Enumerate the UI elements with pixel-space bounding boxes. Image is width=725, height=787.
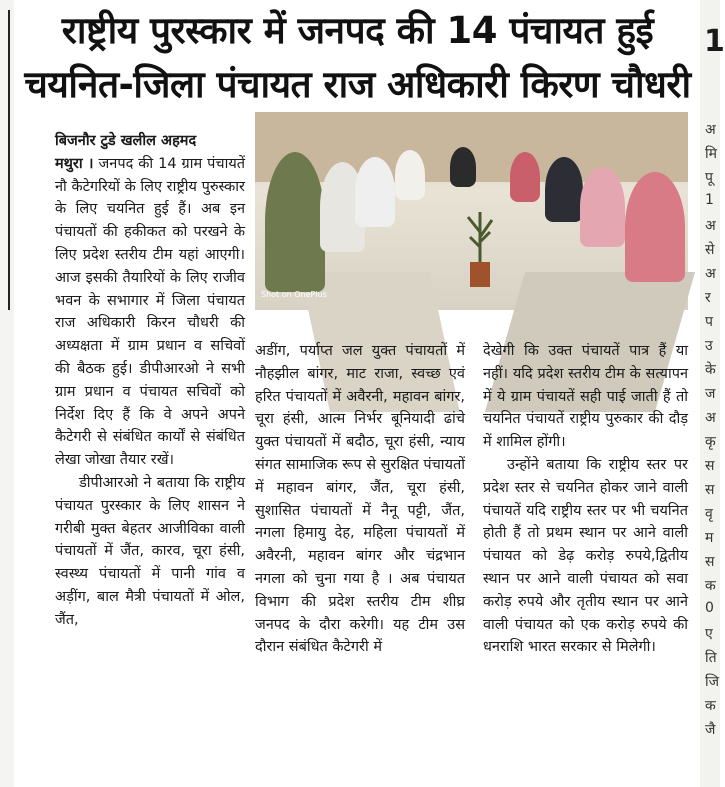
adjacent-text-fragment: स (705, 458, 715, 474)
article-paragraph: जनपद की 14 ग्राम पंचायतें नौ कैटेगरियों के लिए राष्ट्रीय पुरुस्कार के लिए चयनित हुई हैं। अब इन पंचायतों की हकीकत को परखने के लिए प्रदेश स्तरीय टीम यहां आएगी। आज इसकी तैयारियों के लिए राजीव भवन के सभागार में जिला पंचायत राज अधिकारी किरन चौधरी की अध्यक्षता में ग्राम प्रधान व सचिवों की बैठक हुई। डीपीआरओ ने सभी ग्राम प्रधान व पंचायत सचिवों को निर्देश दिए हैं कि वे अपने अपने कैटेगरी से संबंधित कार्यों से संबंधित लेखा जोखा तैयार रखें। (55, 155, 246, 469)
adjacent-text-fragment: जै (705, 722, 716, 738)
adjacent-text-fragment: अ (705, 410, 716, 426)
adjacent-text-fragment: 0 (705, 600, 714, 616)
adjacent-text-fragment: म (705, 530, 714, 546)
photo-person (545, 157, 583, 222)
adjacent-text-fragment: र (705, 290, 711, 306)
photo-person (580, 167, 625, 247)
article-paragraph: देखेगी कि उक्त पंचायतें पात्र हैं या नहीं। यदि प्रदेश स्तरीय टीम के सत्यापन में ये ग्राम पंचायतें सही पाई जाती हैं तो चयनित पंचायतें राष्ट्रीय पुरुकार की दौड़ में शामिल होंगी। (483, 343, 688, 451)
adjacent-text-fragment: ज (705, 386, 716, 402)
article-column-2 (255, 340, 465, 659)
article-paragraph: अडींग, पर्याप्त जल युक्त पंचायतों में नौहझील बांगर, माट राजा, स्वच्छ एवं हरित पंचायतों में अवैरनी, महावन बांगर, चूरा हंसी, आत्म निर्भर बूनियादी ढांचे युक्त पंचायतों में बदौठ, चूरा हंसी, न्याय संगत सामाजिक रूप से सुरक्षित पंचायतों में महावन बांगर, जैंत, चूरा हंसी, सुशासित पंचायतों में नैनू पट्टी, जैंत, नगला हिमायु देह, महिला पंचायतों में अवैरनी, महावन बांगर और चंद्रभान नगला को चुना गया है । अब पंचायत विभाग की प्रदेश स्तरीय टीम शीघ्र जनपद के दौरा करेगी। यह टीम उस दौरान संबंधित कैटेगरी में (255, 343, 465, 656)
adjacent-text-fragment: के (705, 362, 716, 378)
meeting-photo (255, 112, 688, 310)
adjacent-text-fragment: प (705, 314, 713, 330)
adjacent-text-fragment: पू (705, 170, 713, 186)
article-paragraph: डीपीआरओ ने बताया कि राष्ट्रीय पंचायत पुरस्कार के लिए शासन ने गरीबी मुक्त बेहतर आजीविका वाली पंचायतों में जैंत, कारव, चूरा हंसी, स्वस्थ्य पंचायतों में पानी गांव व अड़ींग, बाल मैत्री पंचायतों में ओल, जैंत, (55, 474, 245, 628)
adjacent-text-fragment: स (705, 482, 715, 498)
adjacent-text-fragment: अ (705, 266, 716, 282)
adjacent-text-fragment: मि (705, 146, 717, 162)
adjacent-text-fragment: उ (705, 338, 713, 354)
adjacent-text-fragment: जि (705, 674, 720, 690)
headline-line-2: चयनित-जिला पंचायत राज अधिकारी किरण चौधरी (24, 63, 691, 106)
photo-person (510, 152, 540, 202)
photo-person (265, 152, 325, 292)
adjacent-text-fragment: ति (705, 650, 717, 666)
photo-person (355, 157, 395, 227)
left-page-edge (0, 0, 14, 787)
adjacent-text-fragment: से (705, 242, 715, 258)
adjacent-text-fragment: अ (705, 218, 716, 234)
adjacent-text-fragment: 1 (705, 192, 714, 208)
article-column-1 (55, 130, 245, 632)
photo-person (625, 172, 685, 282)
column-rule (8, 10, 10, 310)
adjacent-text-fragment: क (705, 578, 716, 594)
adjacent-text-fragment: वृ (705, 506, 713, 522)
article-paragraph: उन्होंने बताया कि राष्ट्रीय स्तर पर प्रदेश स्तर से चयनित होकर जाने वाली पंचायतें यदि राष्ट्रीय स्तर पर भी चयनित होती हैं तो प्रथम स्थान पर आने वाली पंचायत को डेढ़ करोड़ रुपये,द्वितीय स्थान पर आने वाली पंचायत को सवा करोड़ रुपये और तृतीय स्थान पर आने वाली पंचायत को एक करोड़ रुपये की धनराशि भारत सरकार से मिलेगी। (483, 456, 688, 656)
potted-plant (460, 202, 500, 287)
adjacent-article-strip (700, 0, 725, 787)
adjacent-text-fragment: कृ (705, 434, 716, 450)
photo-watermark: Shot on OnePlus (261, 290, 327, 299)
dateline-place: मथुरा । (55, 155, 94, 172)
adjacent-text-fragment: क (705, 698, 716, 714)
adjacent-headline-fragment: 1 (704, 24, 725, 59)
adjacent-text-fragment: अ (705, 122, 716, 138)
adjacent-text-fragment: ए (705, 626, 713, 642)
photo-person (450, 147, 476, 187)
photo-person (395, 150, 425, 200)
headline-line-1: राष्ट्रीय पुरस्कार में जनपद की 14 पंचायत हुई (61, 9, 654, 52)
adjacent-text-fragment: स (705, 554, 715, 570)
byline: बिजनौर टुडे खलील अहमद (55, 133, 197, 149)
article-column-3 (483, 340, 688, 659)
